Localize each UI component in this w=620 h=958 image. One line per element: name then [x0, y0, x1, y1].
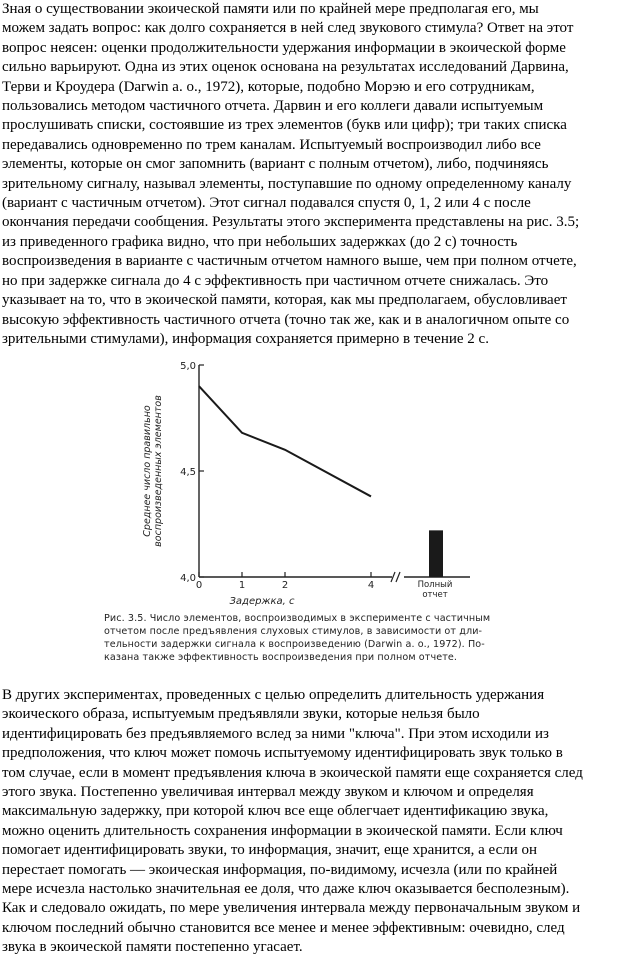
x-tick-label: 0	[195, 580, 203, 591]
y-axis-label	[142, 395, 164, 547]
x-tick-label: 4	[367, 580, 375, 591]
x-tick-label: 2	[281, 580, 289, 591]
partial-report-line	[199, 386, 371, 496]
axis-break	[391, 572, 400, 582]
full-report-label-2: отчет	[422, 590, 448, 600]
body-paragraph-top: Зная о существовании экоической памяти или по крайней мере предполагая его, мы можем задать вопрос: как долго сохраняется в ней след звукового стимула? Ответ на этот вопрос неясен: оценки продолжительности удержания информации в экоической форме сильно варьируют. Одна из этих оценок основана на результатах исследований Дарвина, Терви и Кроудера (Darwin a. o., 1972), которые, подобно Морэю и его сотрудникам, пользовались методом частичного отчета. Дарвин и его коллеги давали испытуемым прослушивать списки, состоявшие из трех элементов (букв или цифр); три таких списка передавались одновременно по трем каналам. Испытуемый воспроизводил либо все элементы, которые он смог запомнить (вариант с полным отчетом), либо, подчиняясь зрительному сигналу, называл элементы, поступавшие по одному определенному каналу (вариант с частичным отчетом). Этот сигнал подавался спустя 0, 1, 2 или 4 с после окончания передачи сообщения. Результаты этого эксперимента представлены на рис. 3.5; из приведенного графика видно, что при небольших задержках (до 2 с) точность воспроизведения в варианте с частичным отчетом намного выше, чем при полном отчете, но при задержке сигнала до 4 с эффективность при частичном отчете снижалась. Это указывает на то, что в экоической памяти, которая, как мы предполагаем, обусловливает высокую эффективность частичного отчета (точно так же, как и в аналогичном опыте со зрительными стимулами), информация сохраняется примерно в течение 2 с.	[2, 1, 580, 347]
full-report-label-1: Полный	[417, 580, 453, 590]
x-tick-label: 1	[238, 580, 246, 591]
body-paragraph-bottom: В других экспериментах, проведенных с целью определить длительность удержания экоического образа, испытуемым предъявляли звуки, которые нельзя было идентифицировать без предъявляемого вслед за ними "ключа". При этом исходили из предположения, что ключ может помочь испытуемому идентифицировать звук только в том случае, если в момент предъявления ключа в экоической памяти еще сохраняется след этого звука. Постепенно увеличивая интервал между звуком и ключом и определяя максимальную задержку, при которой ключ все еще облегчает идентификацию звука, можно оценить длительность сохранения информации в экоической памяти. Если ключ помогает идентифицировать звуки, то информация, значит, еще хранится, а если он перестает помогать — экоическая информация, по-видимому, исчезла (или по крайней мере исчезла настолько значительная ее доля, что даже ключ оказывается бесполезным). Как и следовало ожидать, по мере увеличения интервала между первоначальным звуком и ключом последний обычно становится все менее и менее эффективным: очевидно, след звука в экоической памяти постепенно угасает.	[2, 687, 583, 956]
y-label-line-2: воспроизведенных элементов	[153, 395, 164, 547]
figure-caption: Рис. 3.5. Число элементов, воспроизводимых в эксперименте с частичным отчетом после предъявления слуховых стимулов, в зависимости от дли- тельности задержки сигнала к воспроизведению (Darwin a. o., 1972). По- казана также эффективность воспроизведения при полном отчете.	[104, 613, 491, 663]
x-axis-label: Задержка, с	[229, 596, 295, 607]
full-report-bar	[429, 530, 443, 577]
x-ticks	[196, 572, 374, 591]
y-ticks	[180, 361, 204, 584]
y-tick-label: 5,0	[180, 361, 196, 372]
y-label-line-1: Среднее число правильно	[142, 405, 153, 537]
y-tick-label: 4,0	[180, 573, 196, 584]
y-tick-label: 4,5	[180, 467, 196, 478]
